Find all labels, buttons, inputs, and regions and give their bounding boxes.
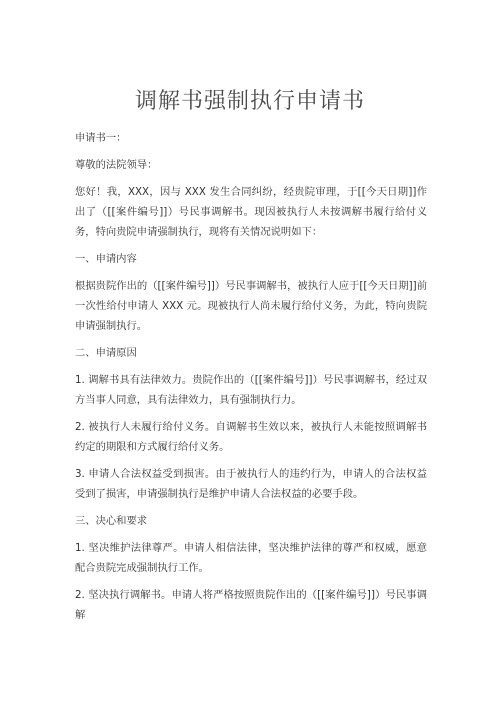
section-heading-application-reasons: 二、申请原因 — [75, 347, 137, 359]
paragraph-intro: 您好！我，XXX，因与 XXX 发生合同纠纷，经贵院审理，于[[今天日期]]作出了（[[案件编号]]）号民事调解书。现因被执行人未按调解书履行给付义务，特向贵院申请强制执行，现将有关情况说明如下： — [75, 186, 427, 238]
document-body — [75, 128, 427, 632]
paragraph-reason-2: 2. 被执行人未履行给付义务。自调解书生效以来，被执行人未能按照调解书约定的期限和方式履行给付义务。 — [75, 421, 427, 453]
paragraph-application-content: 根据贵院作出的（[[案件编号]]）号民事调解书，被执行人应于[[今天日期]]前一次性给付申请人 XXX 元。现被执行人尚未履行给付义务，为此，特向贵院申请强制执行。 — [75, 280, 427, 332]
paragraph-resolution-1: 1. 坚决维护法律尊严。申请人相信法律，坚决维护法律的尊严和权威，愿意配合贵院完成强制执行工作。 — [75, 542, 427, 574]
paragraph-salutation-label: 申请书一： — [75, 132, 127, 144]
paragraph-reason-1: 1. 调解书具有法律效力。贵院作出的（[[案件编号]]）号民事调解书，经过双方当事人同意，具有法律效力，具有强制执行力。 — [75, 374, 427, 406]
paragraph-resolution-2: 2. 坚决执行调解书。申请人将严格按照贵院作出的（[[案件编号]]）号民事调解 — [75, 589, 427, 621]
paragraph-reason-3: 3. 申请人合法权益受到损害。由于被执行人的违约行为，申请人的合法权益受到了损害，申请强制执行是维护申请人合法权益的必要手段。 — [75, 468, 427, 500]
section-heading-resolution: 三、决心和要求 — [75, 515, 148, 527]
paragraph-greeting: 尊敬的法院领导： — [75, 159, 158, 171]
section-heading-application-content: 一、申请内容 — [75, 253, 137, 265]
document-title: 调解书强制执行申请书 — [134, 89, 365, 114]
